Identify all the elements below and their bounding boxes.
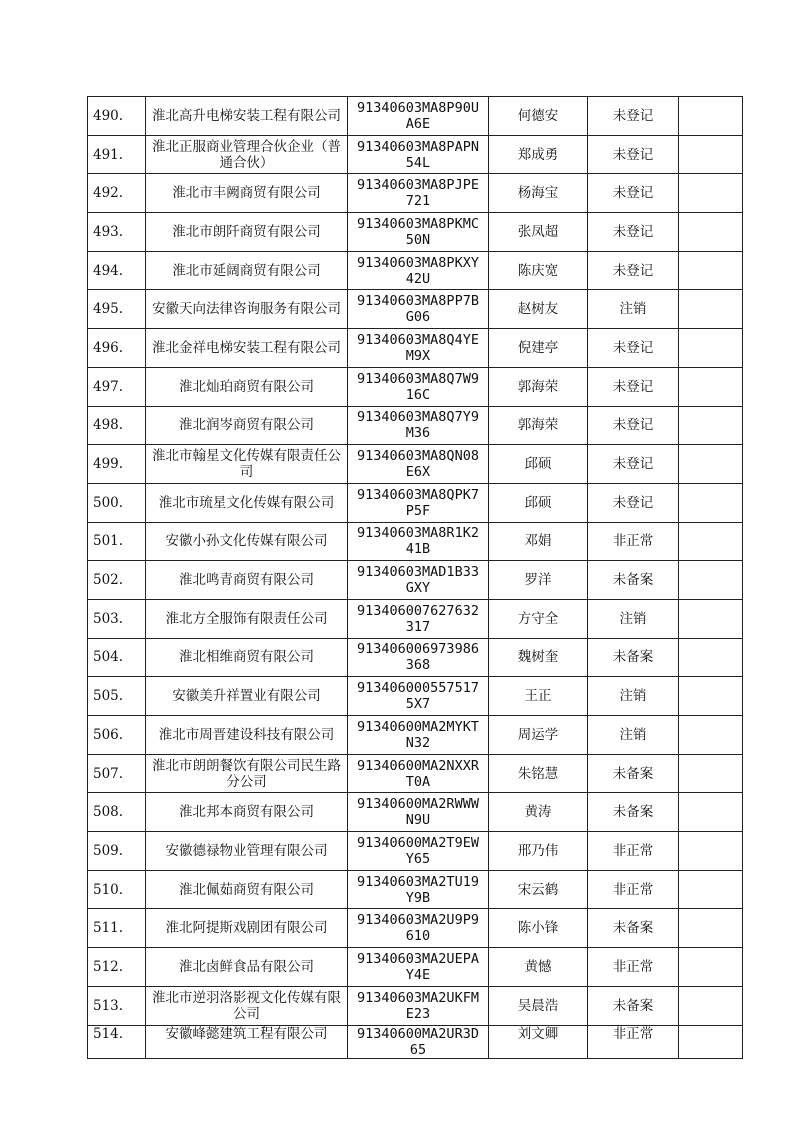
company-name-text: 淮北市琉星文化传媒有限公司 bbox=[158, 494, 335, 511]
credit-code bbox=[348, 677, 489, 716]
credit-code bbox=[348, 367, 489, 406]
table-row bbox=[88, 290, 743, 329]
company-name bbox=[146, 716, 348, 755]
credit-code-text: 91340603MA2UKFME23 bbox=[357, 989, 479, 1022]
credit-code-text: 91340603MA8PP7BG06 bbox=[357, 293, 479, 326]
remark-cell bbox=[679, 870, 743, 909]
registration-status: 非正常 bbox=[588, 870, 679, 909]
registration-status: 非正常 bbox=[588, 832, 679, 871]
company-name-text: 淮北高升电梯安装工程有限公司 bbox=[152, 107, 341, 124]
company-name bbox=[146, 677, 348, 716]
credit-code-text: 913406007627632317 bbox=[357, 602, 479, 635]
credit-code-text: 91340603MA8QPK7P5F bbox=[357, 486, 479, 519]
company-name-text: 安徽小孙文化传媒有限公司 bbox=[165, 533, 328, 550]
credit-code bbox=[348, 793, 489, 832]
table-row bbox=[88, 832, 743, 871]
company-name bbox=[146, 174, 348, 213]
registration-status: 未登记 bbox=[588, 213, 679, 252]
credit-code bbox=[348, 948, 489, 987]
legal-person: 郑成勇 bbox=[489, 135, 588, 174]
row-number: 508. bbox=[88, 793, 146, 832]
registration-status: 未登记 bbox=[588, 483, 679, 522]
table-row bbox=[88, 677, 743, 716]
credit-code-text: 91340603MA8Q7Y9M36 bbox=[357, 409, 479, 442]
registration-status: 未登记 bbox=[588, 406, 679, 445]
credit-code bbox=[348, 638, 489, 677]
registration-status: 注销 bbox=[588, 716, 679, 755]
registration-status: 非正常 bbox=[588, 948, 679, 987]
row-number: 496. bbox=[88, 329, 146, 368]
row-number: 509. bbox=[88, 832, 146, 871]
row-number: 504. bbox=[88, 638, 146, 677]
company-name bbox=[146, 754, 348, 793]
credit-code-text: 91340603MA2U9P9610 bbox=[357, 912, 479, 945]
company-name bbox=[146, 793, 348, 832]
company-name bbox=[146, 483, 348, 522]
remark-cell bbox=[679, 561, 743, 600]
credit-code-text: 91340603MA8QN08E6X bbox=[357, 448, 479, 481]
registration-status: 未备案 bbox=[588, 561, 679, 600]
credit-code bbox=[348, 561, 489, 600]
row-number: 498. bbox=[88, 406, 146, 445]
table-row bbox=[88, 135, 743, 174]
table-row bbox=[88, 716, 743, 755]
registration-status: 未登记 bbox=[588, 135, 679, 174]
table-row bbox=[88, 754, 743, 793]
company-name-text: 淮北正服商业管理合伙企业（普通合伙） bbox=[152, 138, 341, 171]
credit-code bbox=[348, 599, 489, 638]
table-row bbox=[88, 599, 743, 638]
company-name bbox=[146, 1025, 348, 1058]
company-name bbox=[146, 406, 348, 445]
company-name bbox=[146, 251, 348, 290]
company-name-text: 安徽美升祥置业有限公司 bbox=[172, 688, 321, 705]
credit-code-text: 91340600MA2T9EWY65 bbox=[357, 834, 479, 867]
credit-code bbox=[348, 174, 489, 213]
table-row bbox=[88, 97, 743, 136]
credit-code-text: 91340600MA2UR3D65 bbox=[357, 1025, 479, 1058]
remark-cell bbox=[679, 638, 743, 677]
credit-code bbox=[348, 754, 489, 793]
company-name-text: 淮北卤鲜食品有限公司 bbox=[179, 958, 314, 975]
company-name-text: 淮北市丰阙商贸有限公司 bbox=[172, 185, 321, 202]
remark-cell bbox=[679, 1025, 743, 1058]
credit-code-text: 91340603MAD1B33GXY bbox=[357, 564, 479, 597]
company-name bbox=[146, 561, 348, 600]
table-row bbox=[88, 367, 743, 406]
remark-cell bbox=[679, 135, 743, 174]
registration-status: 未登记 bbox=[588, 251, 679, 290]
credit-code-text: 91340603MA2UEPAY4E bbox=[357, 950, 479, 983]
enterprise-table bbox=[87, 96, 743, 1059]
company-name bbox=[146, 832, 348, 871]
legal-person: 赵树友 bbox=[489, 290, 588, 329]
remark-cell bbox=[679, 522, 743, 561]
credit-code bbox=[348, 1025, 489, 1058]
table-row bbox=[88, 793, 743, 832]
legal-person: 陈小锋 bbox=[489, 909, 588, 948]
legal-person: 刘文卿 bbox=[489, 1025, 588, 1058]
company-name bbox=[146, 290, 348, 329]
registration-status: 未登记 bbox=[588, 174, 679, 213]
remark-cell bbox=[679, 754, 743, 793]
company-name bbox=[146, 638, 348, 677]
legal-person: 黄涛 bbox=[489, 793, 588, 832]
credit-code bbox=[348, 716, 489, 755]
row-number: 514. bbox=[88, 1025, 146, 1058]
table-row bbox=[88, 1025, 743, 1058]
registration-status: 未备案 bbox=[588, 909, 679, 948]
registration-status: 未登记 bbox=[588, 367, 679, 406]
credit-code-text: 91340603MA8P90UA6E bbox=[357, 99, 479, 132]
registration-status: 非正常 bbox=[588, 1025, 679, 1058]
remark-cell bbox=[679, 677, 743, 716]
legal-person: 周运学 bbox=[489, 716, 588, 755]
legal-person: 邓娟 bbox=[489, 522, 588, 561]
table-row bbox=[88, 445, 743, 484]
company-name-text: 淮北阿提斯戏剧团有限公司 bbox=[165, 920, 328, 937]
company-name-text: 淮北佩茹商贸有限公司 bbox=[179, 881, 314, 898]
registration-status: 注销 bbox=[588, 599, 679, 638]
row-number: 491. bbox=[88, 135, 146, 174]
registration-status: 注销 bbox=[588, 677, 679, 716]
legal-person: 张凤超 bbox=[489, 213, 588, 252]
table-row bbox=[88, 561, 743, 600]
company-name-text: 淮北市翰星文化传媒有限责任公司 bbox=[152, 448, 341, 481]
credit-code bbox=[348, 290, 489, 329]
remark-cell bbox=[679, 483, 743, 522]
credit-code bbox=[348, 909, 489, 948]
credit-code bbox=[348, 406, 489, 445]
company-name-text: 淮北方全服饰有限责任公司 bbox=[165, 610, 328, 627]
remark-cell bbox=[679, 832, 743, 871]
registration-status: 未登记 bbox=[588, 445, 679, 484]
registration-status: 未备案 bbox=[588, 793, 679, 832]
legal-person: 邱硕 bbox=[489, 445, 588, 484]
remark-cell bbox=[679, 406, 743, 445]
credit-code-text: 91340600MA2MYKTN32 bbox=[357, 718, 479, 751]
company-name bbox=[146, 522, 348, 561]
registration-status: 未备案 bbox=[588, 638, 679, 677]
remark-cell bbox=[679, 251, 743, 290]
registration-status: 注销 bbox=[588, 290, 679, 329]
credit-code-text: 91340600MA2NXXRT0A bbox=[357, 757, 479, 790]
table-row bbox=[88, 638, 743, 677]
company-name-text: 淮北市朗阡商贸有限公司 bbox=[172, 223, 321, 240]
table-row bbox=[88, 483, 743, 522]
legal-person: 邱硕 bbox=[489, 483, 588, 522]
row-number: 501. bbox=[88, 522, 146, 561]
row-number: 511. bbox=[88, 909, 146, 948]
registration-status: 未登记 bbox=[588, 329, 679, 368]
company-name bbox=[146, 367, 348, 406]
row-number: 499. bbox=[88, 445, 146, 484]
legal-person: 宋云鹤 bbox=[489, 870, 588, 909]
credit-code-text: 91340603MA8Q4YEM9X bbox=[357, 331, 479, 364]
legal-person: 朱铭慧 bbox=[489, 754, 588, 793]
credit-code bbox=[348, 251, 489, 290]
table-row bbox=[88, 870, 743, 909]
company-name bbox=[146, 329, 348, 368]
legal-person: 杨海宝 bbox=[489, 174, 588, 213]
table-row bbox=[88, 251, 743, 290]
remark-cell bbox=[679, 716, 743, 755]
table-row bbox=[88, 522, 743, 561]
row-number: 502. bbox=[88, 561, 146, 600]
remark-cell bbox=[679, 329, 743, 368]
company-name-text: 淮北相维商贸有限公司 bbox=[179, 649, 314, 666]
row-number: 512. bbox=[88, 948, 146, 987]
company-name bbox=[146, 986, 348, 1025]
row-number: 492. bbox=[88, 174, 146, 213]
credit-code bbox=[348, 445, 489, 484]
table-row bbox=[88, 174, 743, 213]
credit-code-text: 91340603MA2TU19Y9B bbox=[357, 873, 479, 906]
credit-code-text: 91340603MA8PAPN54L bbox=[357, 138, 479, 171]
legal-person: 郭海荣 bbox=[489, 406, 588, 445]
credit-code bbox=[348, 870, 489, 909]
remark-cell bbox=[679, 174, 743, 213]
table-row bbox=[88, 986, 743, 1025]
company-name-text: 安徽天向法律咨询服务有限公司 bbox=[152, 301, 341, 318]
company-name-text: 淮北灿珀商贸有限公司 bbox=[179, 378, 314, 395]
legal-person: 黄憾 bbox=[489, 948, 588, 987]
company-name bbox=[146, 445, 348, 484]
company-name bbox=[146, 909, 348, 948]
table-row bbox=[88, 329, 743, 368]
legal-person: 邢乃伟 bbox=[489, 832, 588, 871]
registration-status: 未备案 bbox=[588, 754, 679, 793]
company-name-text: 淮北润岑商贸有限公司 bbox=[179, 417, 314, 434]
remark-cell bbox=[679, 213, 743, 252]
table-row bbox=[88, 909, 743, 948]
credit-code bbox=[348, 986, 489, 1025]
company-name bbox=[146, 870, 348, 909]
legal-person: 方守全 bbox=[489, 599, 588, 638]
credit-code-text: 91340603MA8PJPE721 bbox=[357, 177, 479, 210]
legal-person: 郭海荣 bbox=[489, 367, 588, 406]
credit-code-text: 9134060005575175X7 bbox=[357, 680, 479, 713]
remark-cell bbox=[679, 599, 743, 638]
legal-person: 吴晨浩 bbox=[489, 986, 588, 1025]
legal-person: 罗洋 bbox=[489, 561, 588, 600]
remark-cell bbox=[679, 367, 743, 406]
remark-cell bbox=[679, 909, 743, 948]
remark-cell bbox=[679, 986, 743, 1025]
company-name-text: 淮北市朗朗餐饮有限公司民生路分公司 bbox=[152, 757, 341, 790]
legal-person: 倪建亭 bbox=[489, 329, 588, 368]
credit-code bbox=[348, 97, 489, 136]
credit-code-text: 91340603MA8PKMC50N bbox=[357, 215, 479, 248]
company-name-text: 安徽德禄物业管理有限公司 bbox=[165, 842, 328, 859]
credit-code-text: 91340603MA8R1K241B bbox=[357, 525, 479, 558]
credit-code-text: 91340600MA2RWWWN9U bbox=[357, 796, 479, 829]
legal-person: 王正 bbox=[489, 677, 588, 716]
remark-cell bbox=[679, 793, 743, 832]
row-number: 505. bbox=[88, 677, 146, 716]
company-name-text: 淮北市逆羽洛影视文化传媒有限公司 bbox=[152, 989, 341, 1022]
company-name bbox=[146, 97, 348, 136]
credit-code-text: 913406006973986368 bbox=[357, 641, 479, 674]
company-name-text: 淮北鸣青商贸有限公司 bbox=[179, 572, 314, 589]
row-number: 497. bbox=[88, 367, 146, 406]
credit-code bbox=[348, 135, 489, 174]
credit-code-text: 91340603MA8PKXY42U bbox=[357, 254, 479, 287]
row-number: 500. bbox=[88, 483, 146, 522]
row-number: 510. bbox=[88, 870, 146, 909]
row-number: 507. bbox=[88, 754, 146, 793]
registration-status: 未备案 bbox=[588, 986, 679, 1025]
remark-cell bbox=[679, 97, 743, 136]
row-number: 495. bbox=[88, 290, 146, 329]
company-name bbox=[146, 135, 348, 174]
table-body bbox=[88, 97, 743, 1059]
company-name-text: 淮北市延阔商贸有限公司 bbox=[172, 262, 321, 279]
registration-status: 非正常 bbox=[588, 522, 679, 561]
legal-person: 魏树奎 bbox=[489, 638, 588, 677]
credit-code-text: 91340603MA8Q7W916C bbox=[357, 370, 479, 403]
remark-cell bbox=[679, 290, 743, 329]
remark-cell bbox=[679, 948, 743, 987]
row-number: 506. bbox=[88, 716, 146, 755]
company-name-text: 安徽峰懿建筑工程有限公司 bbox=[165, 1025, 328, 1042]
table-row bbox=[88, 406, 743, 445]
credit-code bbox=[348, 213, 489, 252]
company-name bbox=[146, 213, 348, 252]
row-number: 513. bbox=[88, 986, 146, 1025]
credit-code bbox=[348, 329, 489, 368]
registration-status: 未登记 bbox=[588, 97, 679, 136]
table-row bbox=[88, 213, 743, 252]
credit-code bbox=[348, 832, 489, 871]
company-name bbox=[146, 948, 348, 987]
row-number: 494. bbox=[88, 251, 146, 290]
legal-person: 何德安 bbox=[489, 97, 588, 136]
company-name-text: 淮北金祥电梯安装工程有限公司 bbox=[152, 339, 341, 356]
legal-person: 陈庆宽 bbox=[489, 251, 588, 290]
row-number: 493. bbox=[88, 213, 146, 252]
credit-code bbox=[348, 522, 489, 561]
company-name-text: 淮北邦本商贸有限公司 bbox=[179, 804, 314, 821]
table-row bbox=[88, 948, 743, 987]
company-name bbox=[146, 599, 348, 638]
row-number: 490. bbox=[88, 97, 146, 136]
credit-code bbox=[348, 483, 489, 522]
remark-cell bbox=[679, 445, 743, 484]
row-number: 503. bbox=[88, 599, 146, 638]
company-name-text: 淮北市周晋建设科技有限公司 bbox=[158, 726, 335, 743]
